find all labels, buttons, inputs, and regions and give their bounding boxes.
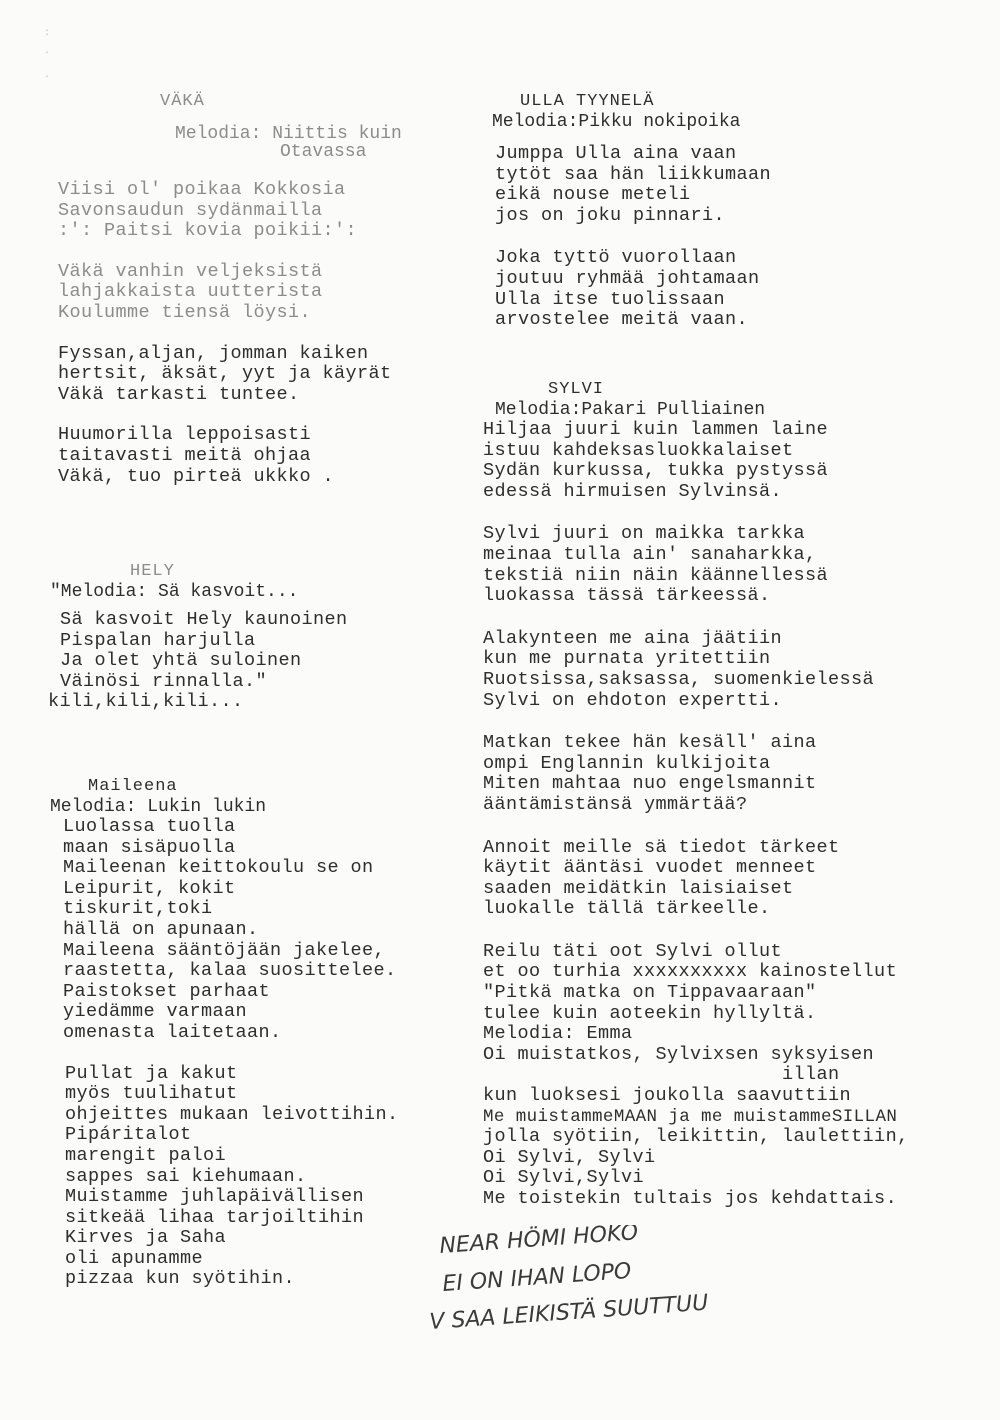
verse-line: Matkan tekee hän kesäll' aina (483, 732, 817, 754)
verse-line: Sä kasvoit Hely kaunoinen (60, 609, 348, 630)
verse-line: et oo turhia xxxxxxxxxx kainostellut (483, 961, 898, 983)
margin-mark: · (44, 48, 51, 59)
verse-line: hertsit, äksät, yyt ja käyrät (58, 363, 392, 385)
stanza (480, 420, 980, 502)
handwriting-svg (425, 1225, 805, 1340)
verse-line: Ja olet yhtä suloinen (60, 650, 302, 672)
stanza (55, 344, 475, 406)
stanza (480, 629, 980, 711)
verse-line: Ulla itse tuolissaan (495, 288, 726, 310)
verse-line: yiedämme varmaan (63, 1001, 248, 1023)
verse-line: tulee kuin aoteekin hyllyltä. (483, 1002, 817, 1024)
verse-line: Kirves ja Saha (65, 1227, 227, 1249)
verse-line: Alakynteen me aina jäätiin (483, 627, 783, 649)
verse-line: Maileenan keittokoulu se on (63, 857, 374, 879)
verse-line: meinaa tulla ain' sanaharkka, (483, 543, 817, 565)
verse-line: Pispalan harjulla (60, 629, 256, 651)
verse-line: oli apunamme (65, 1247, 204, 1269)
stanza (55, 425, 475, 487)
margin-mark: · (44, 72, 51, 83)
melody-line: Otavassa (280, 142, 367, 162)
verse-line: Paistokset parhaat (63, 980, 271, 1002)
verse-line: jolla syötiin, leikittin, laulettiin, (483, 1126, 909, 1148)
verse-line: Oi Sylvi, Sylvi (483, 1146, 656, 1168)
verse-line: arvostelee meitä vaan. (495, 309, 749, 331)
verse-line: Viisi ol' poikaa Kokkosia (58, 179, 346, 200)
verse-line: eikä nouse meteli (495, 184, 691, 206)
song-vaka (55, 92, 475, 507)
melody-line: Melodia:Pakari Pulliainen (495, 400, 766, 420)
verse-line: Miten mahtaa nuo engelsmannit (483, 773, 817, 795)
verse-line: hällä on apunaan. (63, 918, 259, 940)
melody-line: Melodia: Niittis kuin (175, 124, 402, 144)
verse-line: sitkeää lihaa tarjoiltihin (65, 1206, 365, 1228)
verse-line: Koulumme tiensä löysi. (58, 301, 312, 323)
verse-line: Me muistammeMAAN ja me muistammeSILLAN (483, 1106, 898, 1127)
margin-mark: : (44, 28, 51, 39)
stanza (480, 733, 980, 815)
stanza (480, 838, 980, 920)
verse-line: edessä hirmuisen Sylvinsä. (483, 480, 783, 502)
verse-line: luokalle tällä tärkeelle. (483, 898, 771, 920)
verse-line: myös tuulihatut (65, 1083, 238, 1105)
stanza (55, 262, 475, 324)
verse-line: Jumppa Ulla aina vaan (495, 143, 737, 164)
handwritten-line: EI ON IHAN LOPO (441, 1258, 633, 1297)
verse-line: raastetta, kalaa suosittelee. (63, 960, 397, 982)
verse-line: Pullat ja kakut (65, 1062, 238, 1084)
verse-line: Hiljaa juuri kuin lammen laine (483, 419, 829, 440)
verse-line: taitavasti meitä ohjaa (58, 444, 312, 466)
verse-line: joutuu ryhmää johtamaan (495, 267, 760, 289)
verse-line: Me toistekin tultais jos kehdattais. (483, 1188, 898, 1209)
verse-line: marengit paloi (65, 1144, 227, 1166)
song-title: ULLA TYYNELÄ (520, 92, 655, 111)
handwritten-line: NEAR HÖMI HOKO (438, 1225, 639, 1259)
verse-line: ompi Englannin kulkijoita (483, 752, 771, 774)
verse-line: kun luoksesi joukolla saavuttiin (483, 1085, 852, 1107)
song-maileena (50, 777, 475, 1310)
verse-line: Maileena sääntöjään jakelee, (63, 939, 386, 961)
verse-line: Väkä tarkasti tuntee. (58, 383, 300, 405)
verse-line: käytit ääntäsi vuodet menneet (483, 857, 817, 879)
verse-line: tekstiä niin näin käännellessä (483, 564, 829, 586)
verse-line: Sydän kurkussa, tukka pystyssä (483, 460, 829, 482)
verse-line: omenasta laitetaan. (63, 1021, 282, 1043)
verse-line: illan (483, 1064, 840, 1086)
verse-line: Sylvi juuri on maikka tarkka (483, 523, 806, 545)
verse-line: jos on joku pinnari. (495, 204, 726, 226)
verse-line: Joka tyttö vuorollaan (495, 247, 737, 269)
verse-line: :': Paitsi kovia poikii:': (58, 220, 358, 242)
verse-line: Pipáritalot (65, 1124, 192, 1146)
verse-line: Oi Sylvi,Sylvi (483, 1167, 645, 1189)
song-title: SYLVI (548, 380, 605, 399)
stanza (480, 144, 980, 226)
song-title: VÄKÄ (160, 92, 205, 111)
verse-line: ääntämistänsä ymmärtää? (483, 793, 748, 815)
stanza (480, 524, 980, 606)
verse-line: Ruotsissa,saksassa, suomenkielessä (483, 668, 875, 690)
verse-line: Fyssan,aljan, jomman kaiken (58, 342, 369, 364)
stanza (480, 248, 980, 330)
verse-line: tytöt saa hän liikkumaan (495, 163, 772, 185)
handwritten-note (425, 1225, 805, 1340)
song-hely (48, 562, 475, 733)
song-title: Maileena (88, 777, 178, 796)
verse-line: Reilu täti oot Sylvi ollut (483, 940, 783, 962)
verse-line: Huumorilla leppoisasti (58, 424, 312, 446)
verse-line: Väinösi rinnalla." (60, 670, 268, 692)
verse-line: tiskurit,toki (63, 898, 213, 920)
stanza (55, 180, 475, 242)
verse-line: Annoit meille sä tiedot tärkeet (483, 836, 840, 858)
verse-line: Oi muistatkos, Sylvixsen syksyisen (483, 1043, 875, 1065)
handwritten-line: V SAA LEIKISTÄ SUUTTUU (428, 1290, 710, 1335)
stanza (480, 942, 980, 1210)
verse-line: Muistamme juhlapäivällisen (65, 1186, 365, 1208)
verse-line: "Pitkä matka on Tippavaaraan" (483, 982, 817, 1004)
verse-line: Sylvi on ehdoton expertti. (483, 689, 783, 711)
verse-line: istuu kahdeksasluokkalaiset (483, 439, 794, 461)
stanza (55, 817, 475, 1044)
melody-line: Melodia:Pikku nokipoika (492, 112, 741, 132)
verse-line: Luolassa tuolla (63, 816, 236, 837)
song-title: HELY (130, 562, 175, 581)
verse-line: sappes sai kiehumaan. (65, 1165, 307, 1187)
verse-line: ohjeittes mukaan leivottihin. (65, 1103, 399, 1125)
verse-line: Melodia: Emma (483, 1023, 633, 1045)
verse-line: Savonsaudun sydänmailla (58, 199, 323, 221)
verse-line: maan sisäpuolla (63, 836, 236, 858)
verse-line: kun me purnata yritettiin (483, 648, 771, 670)
verse-line: saaden meidätkin laisiaiset (483, 877, 794, 899)
verse-line: lahjakkaista uutterista (58, 281, 323, 303)
melody-line: "Melodia: Sä kasvoit... (50, 582, 299, 602)
verse-line: Väkä, tuo pirteä ukkko . (58, 465, 335, 487)
melody-line: Melodia: Lukin lukin (50, 797, 267, 817)
verse-line: kili,kili,kili... (48, 691, 244, 713)
stanza (55, 1064, 475, 1291)
verse-line: Väkä vanhin veljeksistä (58, 260, 323, 282)
verse-line: luokassa tässä tärkeessä. (483, 585, 771, 607)
verse-line: Leipurit, kokit (63, 877, 236, 899)
verse-line: pizzaa kun syötihin. (65, 1268, 296, 1290)
song-sylvi (480, 380, 980, 1230)
song-ulla (480, 92, 980, 351)
stanza (48, 609, 475, 713)
